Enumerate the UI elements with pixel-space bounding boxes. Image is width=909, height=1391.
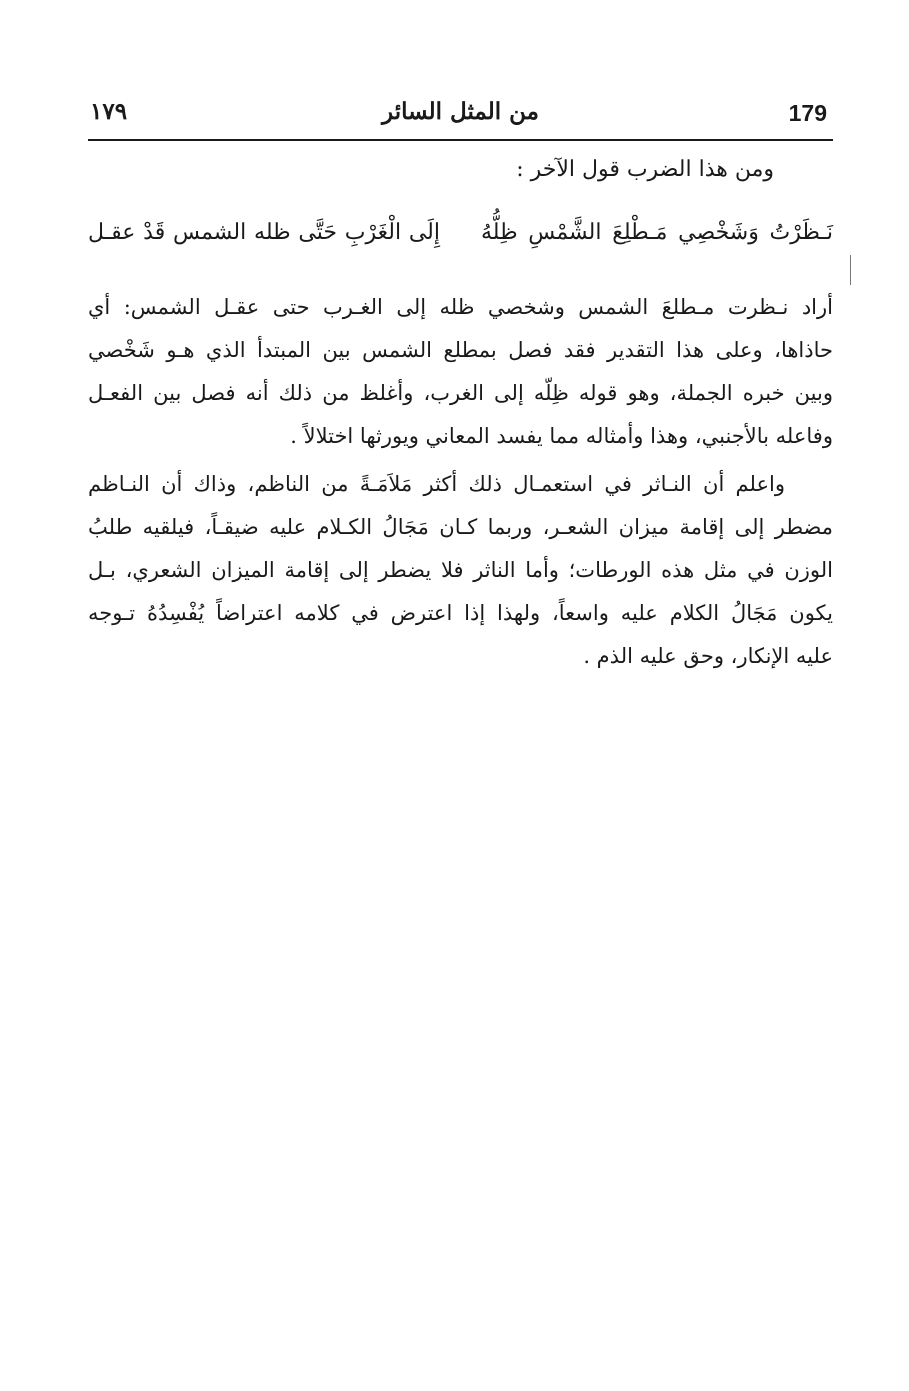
running-header <box>88 92 833 136</box>
header-rule <box>88 139 833 141</box>
margin-mark <box>850 255 851 285</box>
paragraph-explanation <box>88 286 833 458</box>
page-number-arabic: ١٧٩ <box>90 98 128 125</box>
text-line: الوزن في مثل هذه الورطات؛ وأما الناثر فلا يضطر إلى إقامة الميزان الشعري، بـل <box>88 558 833 582</box>
text-line: حاذاها، وعلى هذا التقدير فقد فصل بمطلع الشمس بين المبتدأ الذي هـو شَخْصي <box>88 338 833 362</box>
text-line: وبين خبره الجملة، وهو قوله ظِلّه إلى الغرب، وأغلظ من ذلك أنه فصل بين الفعـل <box>88 381 833 405</box>
text-line: مضطر إلى إقامة ميزان الشعـر، وربما كـان مَجَالُ الكـلام عليه ضيقـاً، فيلقيه طلبُ <box>88 515 833 539</box>
page-number-latin: 179 <box>788 100 827 126</box>
verse-first-hemistich: نَـظَرْتُ وَشَخْصِي مَـطْلِعَ الشَّمْسِ ظِلُّهُ <box>481 220 833 245</box>
text-line: عليه الإنكار، وحق عليه الذم . <box>583 644 833 668</box>
paragraph-prose-vs-poetry <box>88 463 833 678</box>
running-title: من المثل السائر <box>382 98 539 125</box>
text-line: وفاعله بالأجنبي، وهذا وأمثاله مما يفسد المعاني ويورثها اختلالاً . <box>290 424 833 448</box>
text-line: واعلم أن النـاثر في استعمـال ذلك أكثر مَلاَمَـةً من الناظم، وذاك أن النـاظم <box>88 472 785 496</box>
text-line: أراد نـظرت مـطلعَ الشمس وشخصي ظله إلى الغـرب حتى عقـل الشمس: أي <box>88 295 833 319</box>
verse-second-hemistich: إِلَى الْغَرْبِ حَتَّى ظله الشمس قَدْ عقـل <box>88 220 440 245</box>
text-line: يكون مَجَالُ الكلام عليه واسعاً، ولهذا إذا اعترض في كلامه اعتراضاً يُفْسِدُهُ تـوجه <box>88 601 833 625</box>
poetry-verse <box>88 212 833 262</box>
verse-intro: ومن هذا الضرب قول الآخر : <box>516 157 774 182</box>
